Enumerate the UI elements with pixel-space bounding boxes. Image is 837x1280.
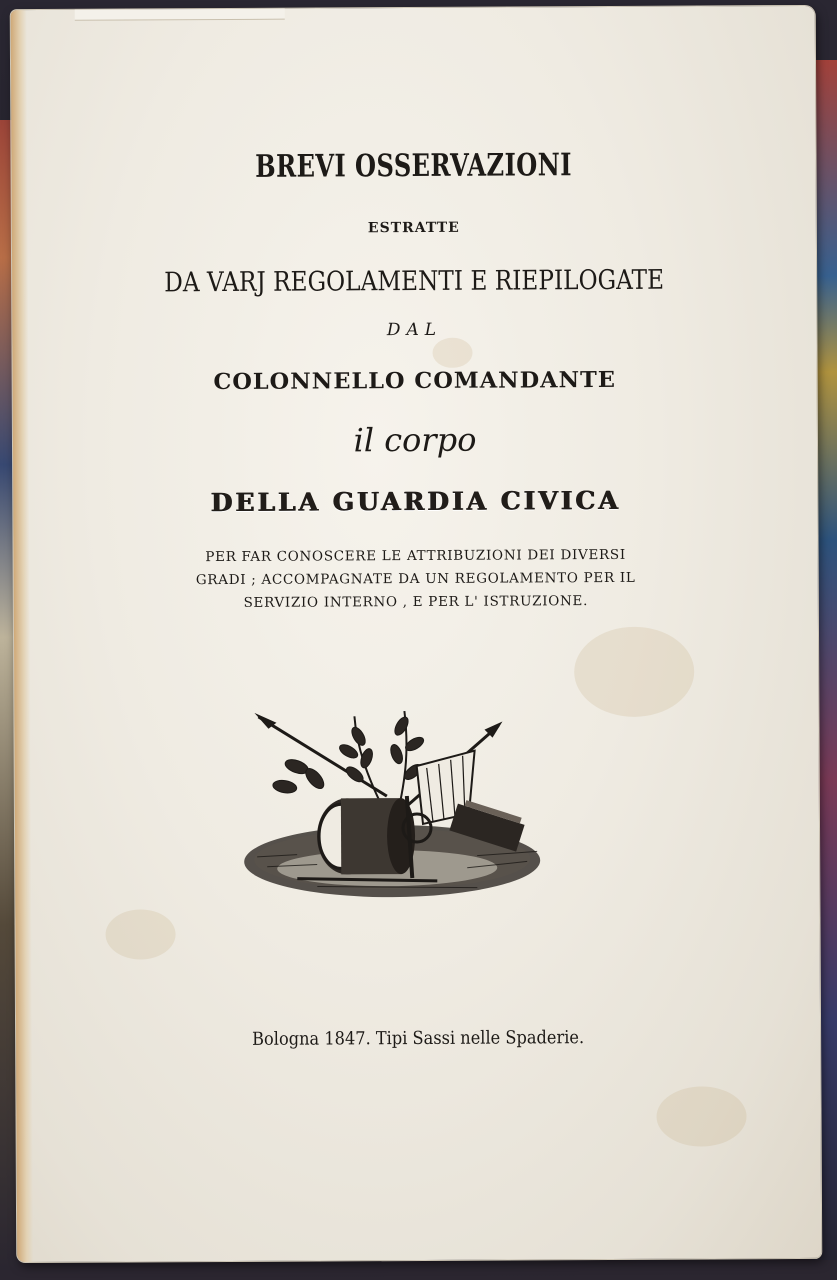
script-line-corpo: il corpo	[353, 420, 477, 460]
foxing-stain	[656, 1086, 746, 1146]
description-line: PER FAR CONOSCERE LE ATTRIBUZIONI DEI DIVERSI	[205, 546, 626, 566]
description-line: GRADI ; ACCOMPAGNATE DA UN REGOLAMENTO PER IL	[195, 569, 636, 589]
imprint: Bologna 1847. Tipi Sassi nelle Spaderie.	[252, 1027, 585, 1050]
description-line: SERVIZIO INTERNO , E PER L' ISTRUZIONE.	[243, 593, 589, 611]
author-line: COLONNELLO COMANDANTE	[213, 366, 617, 396]
foxing-stain	[105, 909, 175, 959]
foxing-stain	[432, 338, 472, 368]
military-trophy-engraving-icon	[236, 695, 547, 907]
subtitle-dal: DAL	[386, 319, 443, 341]
corps-name: DELLA GUARDIA CIVICA	[210, 485, 621, 518]
paper-tab	[75, 9, 285, 21]
foxing-stain	[574, 627, 694, 718]
title-page	[11, 6, 822, 1262]
subtitle-estratte: ESTRATTE	[367, 219, 460, 237]
page-title: BREVI OSSERVAZIONI	[255, 147, 572, 185]
subtitle-regolamenti: DA VARJ REGOLAMENTI E RIEPILOGATE	[164, 264, 665, 299]
